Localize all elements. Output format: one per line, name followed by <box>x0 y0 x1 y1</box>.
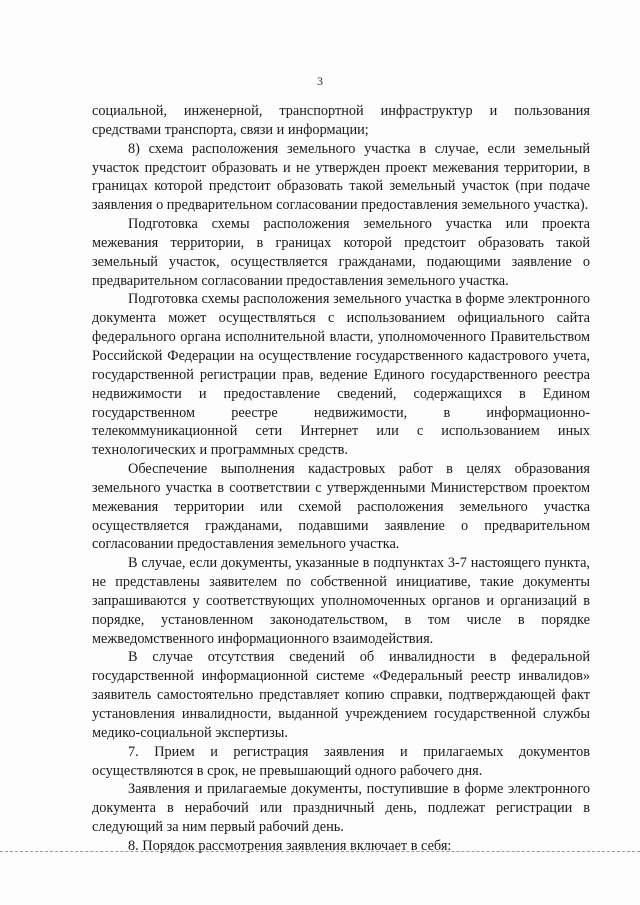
scan-edge-divider <box>0 851 640 852</box>
document-body <box>92 102 590 856</box>
paragraph-nonworking-day: Заявления и прилагаемые документы, поступившие в форме электронного документа в нерабочий или праздничный день, подлежат регистрации в следующий за ним первый рабочий день. <box>92 781 590 836</box>
paragraph-item-7: 7. Прием и регистрация заявления и прилагаемых документов осуществляются в срок, не превышающий одного рабочего дня. <box>92 743 590 779</box>
paragraph-electronic-scheme: Подготовка схемы расположения земельного участка в форме электронного документа может осуществляться с использованием официального сайта федерального органа исполнительной власти, уполномоченного Правительством Российской Федерации на осуществление государственного кадастрового учета, государственной регистрации прав, ведение Единого государственного реестра недвижимости и предоставление сведений, содержащихся в Едином государственном реестре недвижимости, в информационно-телекоммуникационной сети Интернет или с использованием иных технологических и программных средств. <box>92 291 590 459</box>
paragraph-documents-request: В случае, если документы, указанные в подпунктах 3-7 настоящего пункта, не представлены заявителем по собственной инициативе, такие документы запрашиваются у соответствующих уполномоченных органов и организаций в порядке, установленном законодательством, в том числе в порядке межведомственного информационного взаимодействия. <box>92 555 590 647</box>
paragraph-continuation: социальной, инженерной, транспортной инфраструктур и пользования средствами транспорта, связи и информации; <box>92 103 590 138</box>
page-number: 3 <box>317 74 323 88</box>
paragraph-scheme-preparation: Подготовка схемы расположения земельного участка или проекта межевания территории, в границах которой предстоит образовать такой земельный участок, осуществляется гражданами, подающими заявление о предварительном согласовании предоставления земельного участка. <box>92 216 590 289</box>
paragraph-cadastral-works: Обеспечение выполнения кадастровых работ в целях образования земельного участка в соответствии с утвержденными Министерством проектом межевания территории или схемой расположения земельного участка осуществляется гражданами, подавшими заявление о предварительном согласовании предоставления земельного участка. <box>92 461 590 553</box>
paragraph-disability-info: В случае отсутствия сведений об инвалидности в федеральной государственной информационной системе «Федеральный реестр инвалидов» заявитель самостоятельно представляет копию справки, подтверждающей факт установления инвалидности, выданной учреждением государственной службы медико-социальной экспертизы. <box>92 649 590 741</box>
paragraph-item-8-procedure: 8. Порядок рассмотрения заявления включает в себя: <box>128 837 452 854</box>
paragraph-item-8: 8) схема расположения земельного участка в случае, если земельный участок предстоит образовать и не утвержден проект межевания территории, в границах которой предстоит образовать такой земельный участок (при подаче заявления о предварительном согласовании предоставления земельного участка). <box>92 140 590 214</box>
